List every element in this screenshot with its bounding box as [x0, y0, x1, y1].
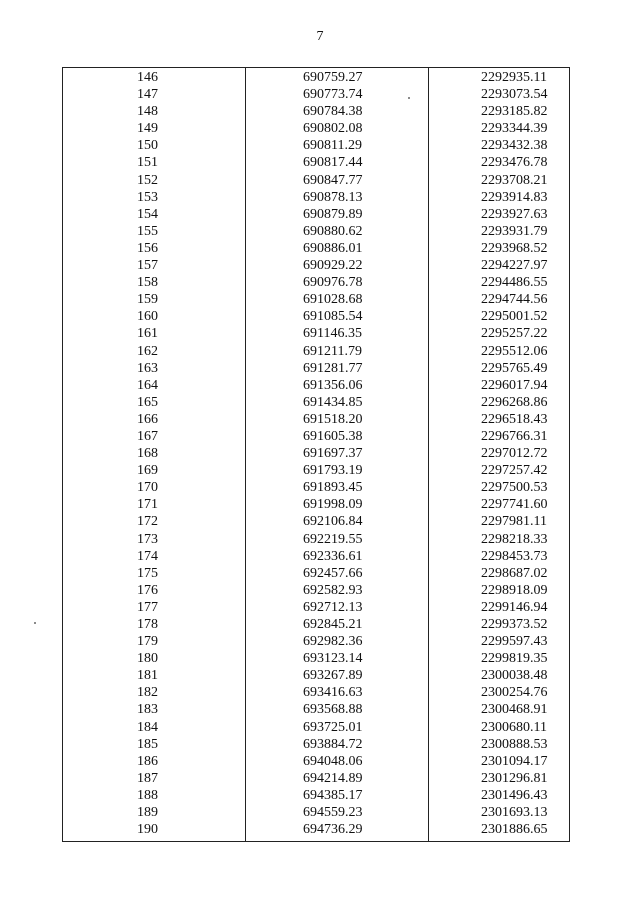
point-number-cell: 168	[137, 446, 158, 462]
y-coordinate-cell: 2297012.72	[481, 446, 548, 462]
y-coordinate-cell: 2296268.86	[481, 394, 548, 410]
y-coordinate-cell: 2301693.13	[481, 805, 548, 821]
point-number-cell: 154	[137, 206, 158, 222]
point-number-cell: 182	[137, 685, 158, 701]
x-coordinate-cell: 690976.78	[303, 275, 363, 291]
x-coordinate-cell: 692219.55	[303, 531, 363, 547]
x-coordinate-cell: 692457.66	[303, 565, 363, 581]
x-coordinate-cell: 691793.19	[303, 463, 363, 479]
x-coordinate-cell: 692982.36	[303, 634, 363, 650]
y-coordinate-cell: 2300468.91	[481, 702, 548, 718]
y-coordinate-cell: 2298218.33	[481, 531, 548, 547]
point-number-cell: 188	[137, 787, 158, 803]
y-coordinate-cell: 2294486.55	[481, 275, 548, 291]
y-coordinate-cell: 2292935.11	[481, 70, 547, 85]
y-coordinate-cell: 2301094.17	[481, 753, 548, 769]
x-coordinate-cell: 691998.09	[303, 497, 363, 513]
point-number-cell: 155	[137, 223, 158, 239]
point-number-cell: 171	[137, 497, 158, 513]
y-coordinate-cell: 2293708.21	[481, 172, 548, 188]
y-coordinate-cell: 2295512.06	[481, 343, 548, 359]
y-coordinate-cell: 2298918.09	[481, 582, 548, 598]
y-coordinate-cell: 2297257.42	[481, 463, 548, 479]
point-number-cell: 150	[137, 138, 158, 154]
x-coordinate-cell: 691146.35	[303, 326, 362, 342]
x-coordinate-cell: 690802.08	[303, 121, 363, 137]
y-coordinate-cell: 2300680.11	[481, 719, 547, 735]
point-number-cell: 173	[137, 531, 158, 547]
y-coordinate-cell: 2299597.43	[481, 634, 548, 650]
point-number-cell: 180	[137, 651, 158, 667]
point-number-cell: 162	[137, 343, 158, 359]
x-coordinate-cell: 694385.17	[303, 787, 363, 803]
y-coordinate-cell: 2293185.82	[481, 104, 548, 120]
y-coordinate-cell: 2293931.79	[481, 223, 548, 239]
point-number-cell: 167	[137, 428, 158, 444]
page-number: 7	[316, 29, 324, 44]
point-number-cell: 151	[137, 155, 158, 171]
y-coordinate-cell: 2299146.94	[481, 599, 548, 615]
point-number-cell: 170	[137, 480, 158, 496]
x-coordinate-cell: 693123.14	[303, 651, 363, 667]
point-number-cell: 178	[137, 617, 158, 632]
coordinate-table	[62, 67, 570, 842]
y-coordinate-cell: 2294744.56	[481, 292, 548, 308]
x-coordinate-cell: 693725.01	[303, 719, 363, 735]
point-number-cell: 179	[137, 634, 158, 650]
point-number-cell: 148	[137, 104, 158, 120]
y-coordinate-cell: 2301496.43	[481, 787, 548, 803]
x-coordinate-cell: 691893.45	[303, 480, 363, 496]
y-coordinate-cell: 2300038.48	[481, 668, 548, 684]
x-coordinate-cell: 694736.29	[303, 822, 363, 838]
x-coordinate-cell: 691605.38	[303, 428, 363, 444]
y-coordinate-cell: 2293073.54	[481, 87, 548, 103]
point-number-cell: 186	[137, 753, 158, 769]
point-number-cell: 158	[137, 275, 158, 291]
point-number-cell: 166	[137, 411, 158, 427]
x-coordinate-cell: 691697.37	[303, 446, 363, 462]
point-number-cell: 163	[137, 360, 158, 376]
x-coordinate-cell: 690847.77	[303, 172, 363, 188]
x-coordinate-cell: 691085.54	[303, 309, 363, 325]
point-number-cell: 183	[137, 702, 158, 718]
x-coordinate-cell: 693267.89	[303, 668, 363, 684]
point-number-cell: 187	[137, 770, 158, 786]
y-coordinate-cell: 2295001.52	[481, 309, 548, 325]
y-coordinate-cell: 2293432.38	[481, 138, 548, 154]
x-coordinate-cell: 692582.93	[303, 582, 363, 598]
x-coordinate-cell: 691434.85	[303, 394, 363, 410]
x-coordinate-cell: 692845.21	[303, 617, 363, 632]
y-coordinate-cell: 2300254.76	[481, 685, 548, 701]
point-number-cell: 190	[137, 822, 158, 838]
point-number-cell: 181	[137, 668, 158, 684]
x-coordinate-cell: 690759.27	[303, 70, 363, 85]
point-number-cell: 165	[137, 394, 158, 410]
y-coordinate-cell: 2299373.52	[481, 617, 548, 632]
point-number-cell: 169	[137, 463, 158, 479]
y-coordinate-cell: 2293914.83	[481, 189, 548, 205]
x-coordinate-cell: 692336.61	[303, 548, 363, 564]
y-coordinate-cell: 2300888.53	[481, 736, 548, 752]
y-coordinate-cell: 2295765.49	[481, 360, 548, 376]
x-coordinate-cell: 691028.68	[303, 292, 363, 308]
y-coordinate-cell: 2293927.63	[481, 206, 548, 222]
point-number-column	[63, 68, 245, 841]
point-number-cell: 156	[137, 240, 158, 256]
x-coordinate-cell: 690817.44	[303, 155, 363, 171]
x-coordinate-cell: 694048.06	[303, 753, 363, 769]
point-number-cell: 184	[137, 719, 158, 735]
scan-speck	[408, 97, 410, 99]
point-number-cell: 153	[137, 189, 158, 205]
point-number-cell: 159	[137, 292, 158, 308]
point-number-cell: 172	[137, 514, 158, 530]
y-coordinate-cell: 2296766.31	[481, 428, 548, 444]
x-coordinate-cell: 690878.13	[303, 189, 363, 205]
x-coordinate-cell: 690773.74	[303, 87, 363, 103]
x-coordinate-cell: 693568.88	[303, 702, 363, 718]
x-coordinate-cell: 690929.22	[303, 258, 363, 274]
x-coordinate-cell: 693416.63	[303, 685, 363, 701]
scan-speck	[34, 622, 36, 624]
point-number-cell: 152	[137, 172, 158, 188]
y-coordinate-cell: 2294227.97	[481, 258, 548, 274]
y-coordinate-column	[428, 68, 569, 841]
x-coordinate-cell: 691211.79	[303, 343, 362, 359]
y-coordinate-cell: 2301296.81	[481, 770, 548, 786]
x-coordinate-cell: 690811.29	[303, 138, 362, 154]
point-number-cell: 189	[137, 805, 158, 821]
x-coordinate-cell: 692106.84	[303, 514, 363, 530]
x-coordinate-cell: 690886.01	[303, 240, 363, 256]
y-coordinate-cell: 2296518.43	[481, 411, 548, 427]
point-number-cell: 175	[137, 565, 158, 581]
point-number-cell: 164	[137, 377, 158, 393]
y-coordinate-cell: 2295257.22	[481, 326, 548, 342]
x-coordinate-cell: 691356.06	[303, 377, 363, 393]
y-coordinate-cell: 2298687.02	[481, 565, 548, 581]
y-coordinate-cell: 2293476.78	[481, 155, 548, 171]
y-coordinate-cell: 2296017.94	[481, 377, 548, 393]
y-coordinate-cell: 2297741.60	[481, 497, 548, 513]
x-coordinate-cell: 691518.20	[303, 411, 363, 427]
x-coordinate-cell: 694214.89	[303, 770, 363, 786]
point-number-cell: 146	[137, 70, 158, 85]
x-coordinate-cell: 692712.13	[303, 599, 363, 615]
y-coordinate-cell: 2301886.65	[481, 822, 548, 838]
x-coordinate-cell: 690879.89	[303, 206, 363, 222]
point-number-cell: 176	[137, 582, 158, 598]
point-number-cell: 177	[137, 599, 158, 615]
y-coordinate-cell: 2299819.35	[481, 651, 548, 667]
point-number-cell: 147	[137, 87, 158, 103]
point-number-cell: 157	[137, 258, 158, 274]
x-coordinate-cell: 690880.62	[303, 223, 363, 239]
x-coordinate-column	[245, 68, 428, 841]
y-coordinate-cell: 2298453.73	[481, 548, 548, 564]
y-coordinate-cell: 2297500.53	[481, 480, 548, 496]
x-coordinate-cell: 694559.23	[303, 805, 363, 821]
point-number-cell: 161	[137, 326, 158, 342]
point-number-cell: 185	[137, 736, 158, 752]
point-number-cell: 174	[137, 548, 158, 564]
x-coordinate-cell: 691281.77	[303, 360, 363, 376]
point-number-cell: 160	[137, 309, 158, 325]
y-coordinate-cell: 2293344.39	[481, 121, 548, 137]
x-coordinate-cell: 690784.38	[303, 104, 363, 120]
x-coordinate-cell: 693884.72	[303, 736, 363, 752]
y-coordinate-cell: 2293968.52	[481, 240, 548, 256]
y-coordinate-cell: 2297981.11	[481, 514, 547, 530]
point-number-cell: 149	[137, 121, 158, 137]
